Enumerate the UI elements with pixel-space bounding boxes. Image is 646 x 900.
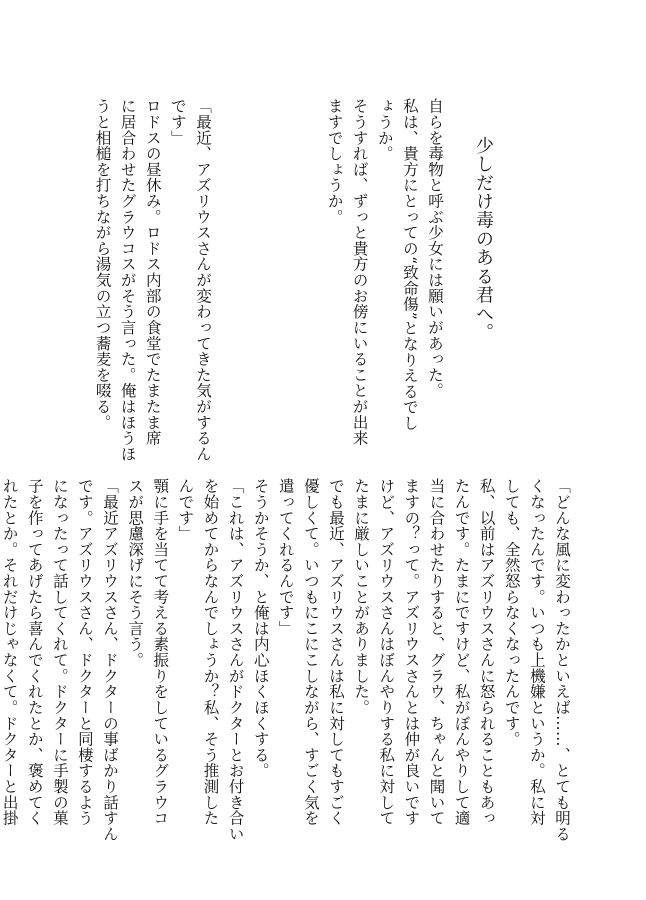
text-line: んです」 (176, 478, 195, 542)
intro-paragraph (321, 98, 447, 446)
text-line: 遣ってくれるんです」 (276, 478, 295, 637)
text-line: になったって話してくれて。ドクターに手製の菓 (50, 478, 69, 826)
text-line: 自らを毒物と呼ぶ少女には願いがあった。 (426, 98, 444, 399)
text-line: ロドスの昼休み。ロドス内部の食堂でたまたま席 (143, 98, 162, 446)
text-line: スが思慮深げにそう言う。 (126, 478, 145, 668)
text-line: 優しくて。いつもにこにこしながら、すごく気を (301, 478, 320, 826)
text-line: を始めてからなんでしょうか？私、そう推測した (201, 478, 220, 826)
text-line: ますの？って。アズリウスさんとは仲が良いです (402, 478, 421, 826)
text-line: けど、アズリウスさんはぼんやりする私に対して (377, 478, 396, 826)
text-line: 「最近アズリウスさん、ドクターの事ばかり話すん (101, 478, 120, 842)
text-line: です。アズリウスさん、ドクターと同棲するよう (75, 478, 94, 826)
text-line: 私、以前はアズリウスさんに怒られることもあっ (477, 478, 496, 826)
text-line: 顎に手を当てて考える素振りをしているグラウコ (151, 478, 170, 826)
text-line: れたとか。それだけじゃなくて。ドクターと出掛 (0, 478, 19, 826)
story-body (0, 478, 574, 842)
text-line: 「最近、アズリウスさんが変わってきた気がするん (194, 98, 212, 462)
text-line: たんです。たまにですけど、私がぼんやりして適 (452, 478, 471, 826)
text-line: 私は、貴方にとっての“致命傷”となりえるでし (400, 98, 419, 431)
text-line: 当に合わせたりすると、グラウ、ちゃんと聞いて (427, 478, 446, 826)
text-line: しても、全然怒らなくなったんです。 (502, 478, 521, 747)
page-title: 少しだけ毒のある君へ。 (473, 136, 494, 342)
text-line: 「これは、アズリウスさんがドクターとお付き合い (226, 478, 245, 842)
text-line: たまに厳しいことがありました。 (352, 478, 371, 716)
text-line: でも最近、アズリウスさんは私に対してもすごく (327, 478, 346, 826)
text-line: くなったんです。いつも上機嫌というか。私に対 (527, 478, 546, 826)
text-line: うと相槌を打ちながら湯気の立つ蕎麦を啜る。 (93, 98, 112, 431)
text-line: ょうか。 (375, 98, 394, 162)
story-opening (89, 98, 215, 462)
text-line: です」 (168, 98, 187, 146)
text-line: 子を作ってあげたら喜んでくれたとか、褒めてく (25, 478, 44, 826)
text-line: そうかそうか、と俺は内心ほくほくする。 (251, 478, 270, 779)
text-line: に居合わせたグラウコスがそう言った。俺はほうほ (118, 98, 137, 462)
text-line: ますでしょうか。 (325, 98, 344, 225)
text-line: 「どんな風に変わったかといえば……、とても明る (553, 478, 571, 842)
text-line: そうすれば、ずっと貴方のお傍にいることが出来 (350, 98, 369, 446)
